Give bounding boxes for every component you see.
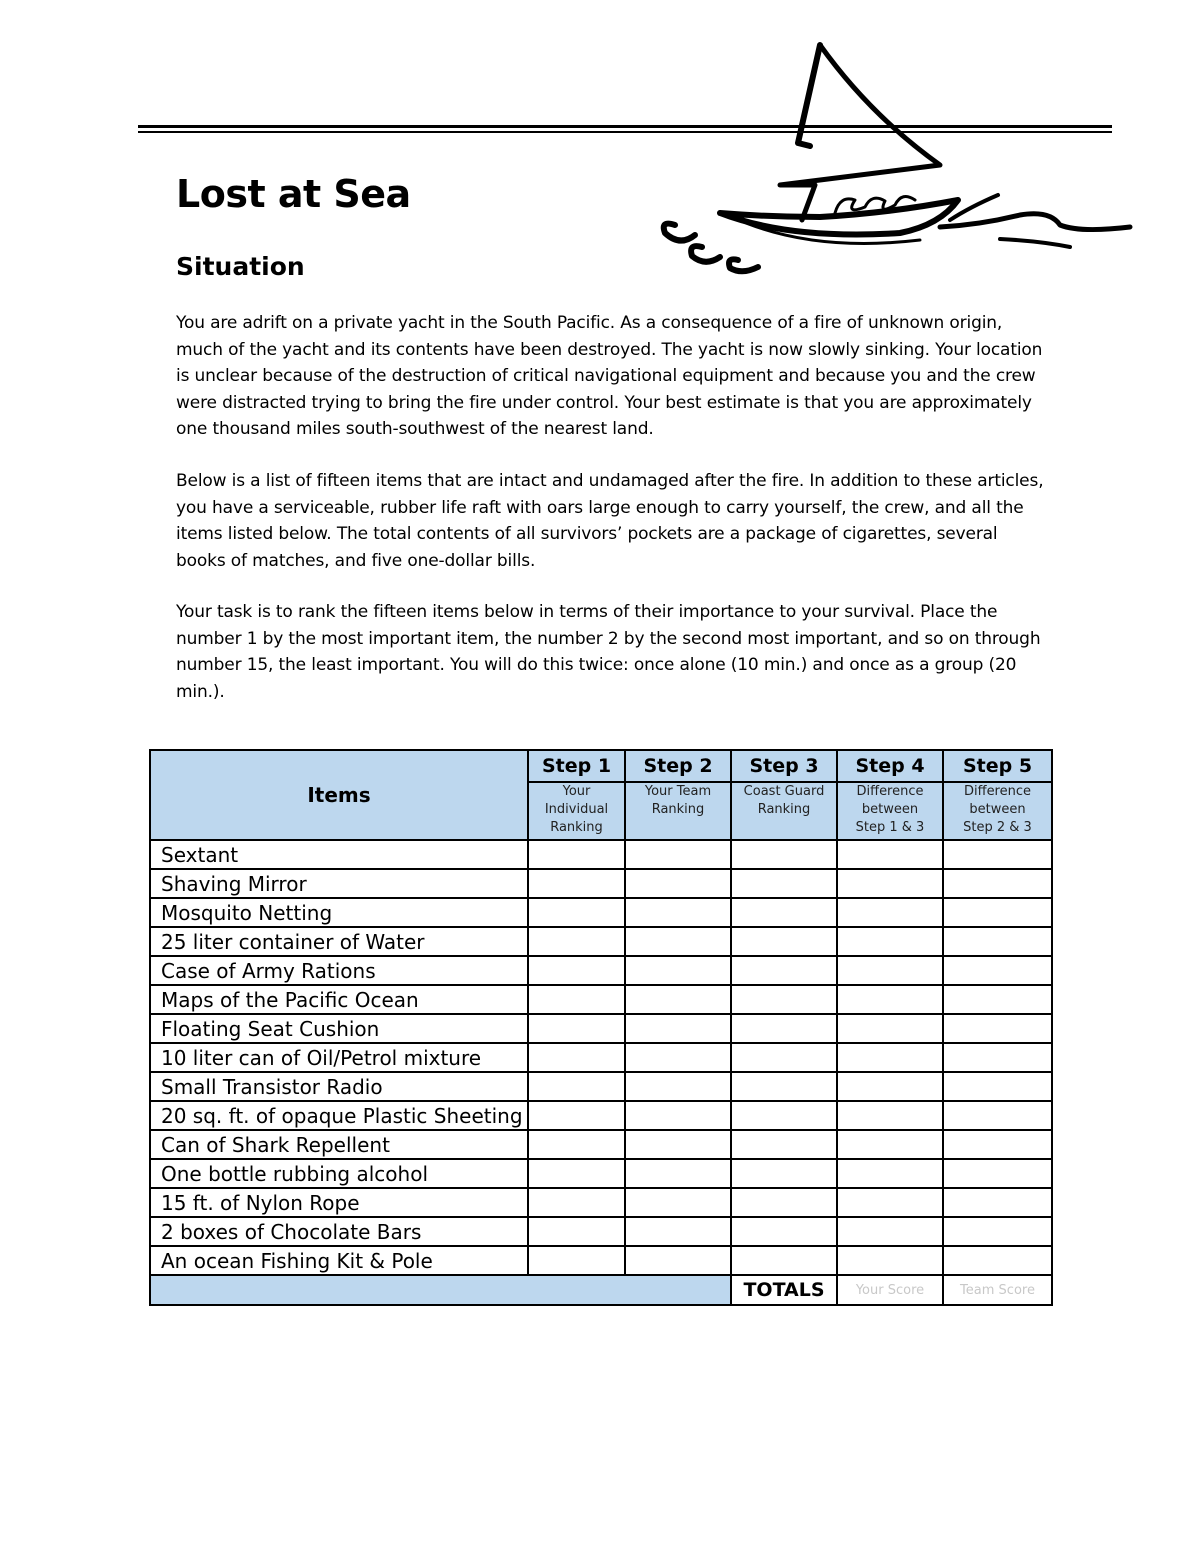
step-3-cell[interactable]: [731, 1014, 837, 1043]
step-1-desc-line: Individual: [544, 802, 609, 817]
step-4-cell[interactable]: [837, 1014, 943, 1043]
table-row: [150, 985, 1052, 1014]
table-row: [150, 1043, 1052, 1072]
step-5-cell[interactable]: [943, 1159, 1052, 1188]
step-5-cell[interactable]: [943, 1072, 1052, 1101]
step-5-cell[interactable]: [943, 1014, 1052, 1043]
step-4-cell[interactable]: [837, 1101, 943, 1130]
your-score-field[interactable]: Your Score: [837, 1275, 943, 1305]
table-row: [150, 1130, 1052, 1159]
item-name: 10 liter can of Oil/Petrol mixture: [150, 1043, 528, 1072]
step-5-header: Step 5: [943, 750, 1052, 782]
step-1-cell[interactable]: [528, 1217, 625, 1246]
step-1-cell[interactable]: [528, 927, 625, 956]
step-5-cell[interactable]: [943, 840, 1052, 869]
step-3-cell[interactable]: [731, 869, 837, 898]
items-paragraph: Below is a list of fifteen items that are intact and undamaged after the fire. In addition to these articles, you have a serviceable, rubber life raft with oars large enough to carry yourself, the crew, and all the items listed below. The total contents of all survivors’ pockets are a package of cigarettes, several books of matches, and five one-dollar bills.: [176, 471, 1044, 571]
step-1-desc-line: Ranking: [550, 820, 603, 835]
totals-row-fill: [150, 1275, 731, 1305]
step-5-cell[interactable]: [943, 1101, 1052, 1130]
item-name: Case of Army Rations: [150, 956, 528, 985]
step-3-desc-line: Coast Guard: [743, 784, 825, 799]
table-row: [150, 927, 1052, 956]
step-5-desc-line: Step 2 & 3: [963, 820, 1032, 835]
step-5-cell[interactable]: [943, 956, 1052, 985]
section-heading-situation: Situation: [176, 252, 305, 281]
step-4-desc-line: between: [861, 802, 919, 817]
step-4-desc-line: Difference: [856, 784, 924, 799]
step-5-cell[interactable]: [943, 1188, 1052, 1217]
step-2-desc-line: Ranking: [651, 802, 705, 817]
step-1-cell[interactable]: [528, 898, 625, 927]
step-2-cell[interactable]: [625, 1072, 731, 1101]
step-4-cell[interactable]: [837, 927, 943, 956]
step-1-cell[interactable]: [528, 1043, 625, 1072]
step-5-cell[interactable]: [943, 898, 1052, 927]
situation-paragraph: You are adrift on a private yacht in the South Pacific. As a consequence of a fire of unknown origin, much of the yacht and its contents have been destroyed. The yacht is now slowly sinking. Your location is unclear because of the destruction of critical navigational equipment and because you and the crew were distracted trying to bring the fire under control. Your best estimate is that you are approximately one thousand miles south-southwest of the nearest land.: [176, 313, 1043, 439]
step-4-cell[interactable]: [837, 1043, 943, 1072]
totals-row: [150, 1275, 1052, 1305]
step-5-cell[interactable]: [943, 1043, 1052, 1072]
step-1-cell[interactable]: [528, 1072, 625, 1101]
step-3-cell[interactable]: [731, 1159, 837, 1188]
step-4-cell[interactable]: [837, 1246, 943, 1275]
step-2-header: Step 2: [625, 750, 731, 782]
step-5-cell[interactable]: [943, 1217, 1052, 1246]
item-name: Shaving Mirror: [150, 869, 528, 898]
step-1-cell[interactable]: [528, 985, 625, 1014]
item-name: Can of Shark Repellent: [150, 1130, 528, 1159]
step-1-description: [528, 782, 625, 840]
step-2-cell[interactable]: [625, 927, 731, 956]
step-1-cell[interactable]: [528, 840, 625, 869]
step-2-cell[interactable]: [625, 1014, 731, 1043]
step-1-cell[interactable]: [528, 1159, 625, 1188]
sailboat-icon: [640, 35, 1140, 285]
step-2-desc-line: Your Team: [644, 784, 712, 799]
table-row: [150, 1188, 1052, 1217]
step-3-cell[interactable]: [731, 840, 837, 869]
step-2-cell[interactable]: [625, 956, 731, 985]
step-1-cell[interactable]: [528, 1014, 625, 1043]
step-5-desc-line: Difference: [963, 784, 1032, 799]
step-2-cell[interactable]: [625, 869, 731, 898]
step-5-description: [943, 782, 1052, 840]
step-4-cell[interactable]: [837, 1188, 943, 1217]
step-3-cell[interactable]: [731, 898, 837, 927]
step-2-cell[interactable]: [625, 1159, 731, 1188]
page-title: Lost at Sea: [176, 172, 411, 216]
step-4-cell[interactable]: [837, 956, 943, 985]
item-name: Mosquito Netting: [150, 898, 528, 927]
step-3-header: Step 3: [731, 750, 837, 782]
step-1-cell[interactable]: [528, 1188, 625, 1217]
item-name: Small Transistor Radio: [150, 1072, 528, 1101]
step-3-cell[interactable]: [731, 1217, 837, 1246]
table-row: [150, 1246, 1052, 1275]
step-2-cell[interactable]: [625, 1188, 731, 1217]
step-2-description: [625, 782, 731, 840]
step-2-cell[interactable]: [625, 1246, 731, 1275]
item-name: 2 boxes of Chocolate Bars: [150, 1217, 528, 1246]
header-row-steps: [150, 750, 1052, 782]
item-name: 15 ft. of Nylon Rope: [150, 1188, 528, 1217]
step-3-description: [731, 782, 837, 840]
step-2-cell[interactable]: [625, 1043, 731, 1072]
step-4-cell[interactable]: [837, 1072, 943, 1101]
item-name: Floating Seat Cushion: [150, 1014, 528, 1043]
step-4-cell[interactable]: [837, 898, 943, 927]
step-3-cell[interactable]: [731, 1101, 837, 1130]
step-2-cell[interactable]: [625, 898, 731, 927]
step-3-cell[interactable]: [731, 1072, 837, 1101]
step-5-cell[interactable]: [943, 869, 1052, 898]
step-2-cell[interactable]: [625, 840, 731, 869]
step-4-cell[interactable]: [837, 840, 943, 869]
step-2-cell[interactable]: [625, 1217, 731, 1246]
step-3-cell[interactable]: [731, 1188, 837, 1217]
team-score-field[interactable]: Team Score: [943, 1275, 1052, 1305]
step-5-cell[interactable]: [943, 1130, 1052, 1159]
item-name: Maps of the Pacific Ocean: [150, 985, 528, 1014]
table-row: [150, 1072, 1052, 1101]
table-row: [150, 1159, 1052, 1188]
table-row: [150, 898, 1052, 927]
step-3-desc-line: Ranking: [757, 802, 811, 817]
step-1-cell[interactable]: [528, 1130, 625, 1159]
step-2-cell[interactable]: [625, 1101, 731, 1130]
step-3-cell[interactable]: [731, 1130, 837, 1159]
step-4-cell[interactable]: [837, 1130, 943, 1159]
item-name: 25 liter container of Water: [150, 927, 528, 956]
step-1-cell[interactable]: [528, 869, 625, 898]
task-paragraph: Your task is to rank the fifteen items below in terms of their importance to your survival. Place the number 1 by the most important item, the number 2 by the second most important, and so on through number 15, the least important. You will do this twice: once alone (10 min.) and once as a group (20 min.).: [176, 602, 1041, 702]
step-4-cell[interactable]: [837, 869, 943, 898]
step-5-cell[interactable]: [943, 985, 1052, 1014]
step-3-cell[interactable]: [731, 927, 837, 956]
step-4-cell[interactable]: [837, 985, 943, 1014]
step-1-cell[interactable]: [528, 1246, 625, 1275]
step-1-cell[interactable]: [528, 956, 625, 985]
step-4-header: Step 4: [837, 750, 943, 782]
totals-label: TOTALS: [731, 1275, 837, 1305]
table-row: [150, 869, 1052, 898]
step-1-cell[interactable]: [528, 1101, 625, 1130]
step-2-cell[interactable]: [625, 1130, 731, 1159]
step-4-cell[interactable]: [837, 1217, 943, 1246]
item-name: An ocean Fishing Kit & Pole: [150, 1246, 528, 1275]
step-5-desc-line: between: [969, 802, 1026, 817]
ranking-table: [149, 749, 1053, 1306]
step-3-cell[interactable]: [731, 985, 837, 1014]
table-row: [150, 1014, 1052, 1043]
step-1-header: Step 1: [528, 750, 625, 782]
item-name: Sextant: [150, 840, 528, 869]
step-3-cell[interactable]: [731, 956, 837, 985]
table-row: [150, 1217, 1052, 1246]
table-row: [150, 956, 1052, 985]
step-4-desc-line: Step 1 & 3: [855, 820, 925, 835]
step-3-cell[interactable]: [731, 1043, 837, 1072]
step-4-description: [837, 782, 943, 840]
step-4-cell[interactable]: [837, 1159, 943, 1188]
step-5-cell[interactable]: [943, 927, 1052, 956]
step-3-cell[interactable]: [731, 1246, 837, 1275]
step-1-desc-line: Your: [562, 784, 591, 799]
step-2-cell[interactable]: [625, 985, 731, 1014]
table-row: [150, 1101, 1052, 1130]
table-row: [150, 840, 1052, 869]
step-5-cell[interactable]: [943, 1246, 1052, 1275]
item-name: One bottle rubbing alcohol: [150, 1159, 528, 1188]
item-name: 20 sq. ft. of opaque Plastic Sheeting: [150, 1101, 528, 1130]
items-header: Items: [150, 750, 528, 840]
